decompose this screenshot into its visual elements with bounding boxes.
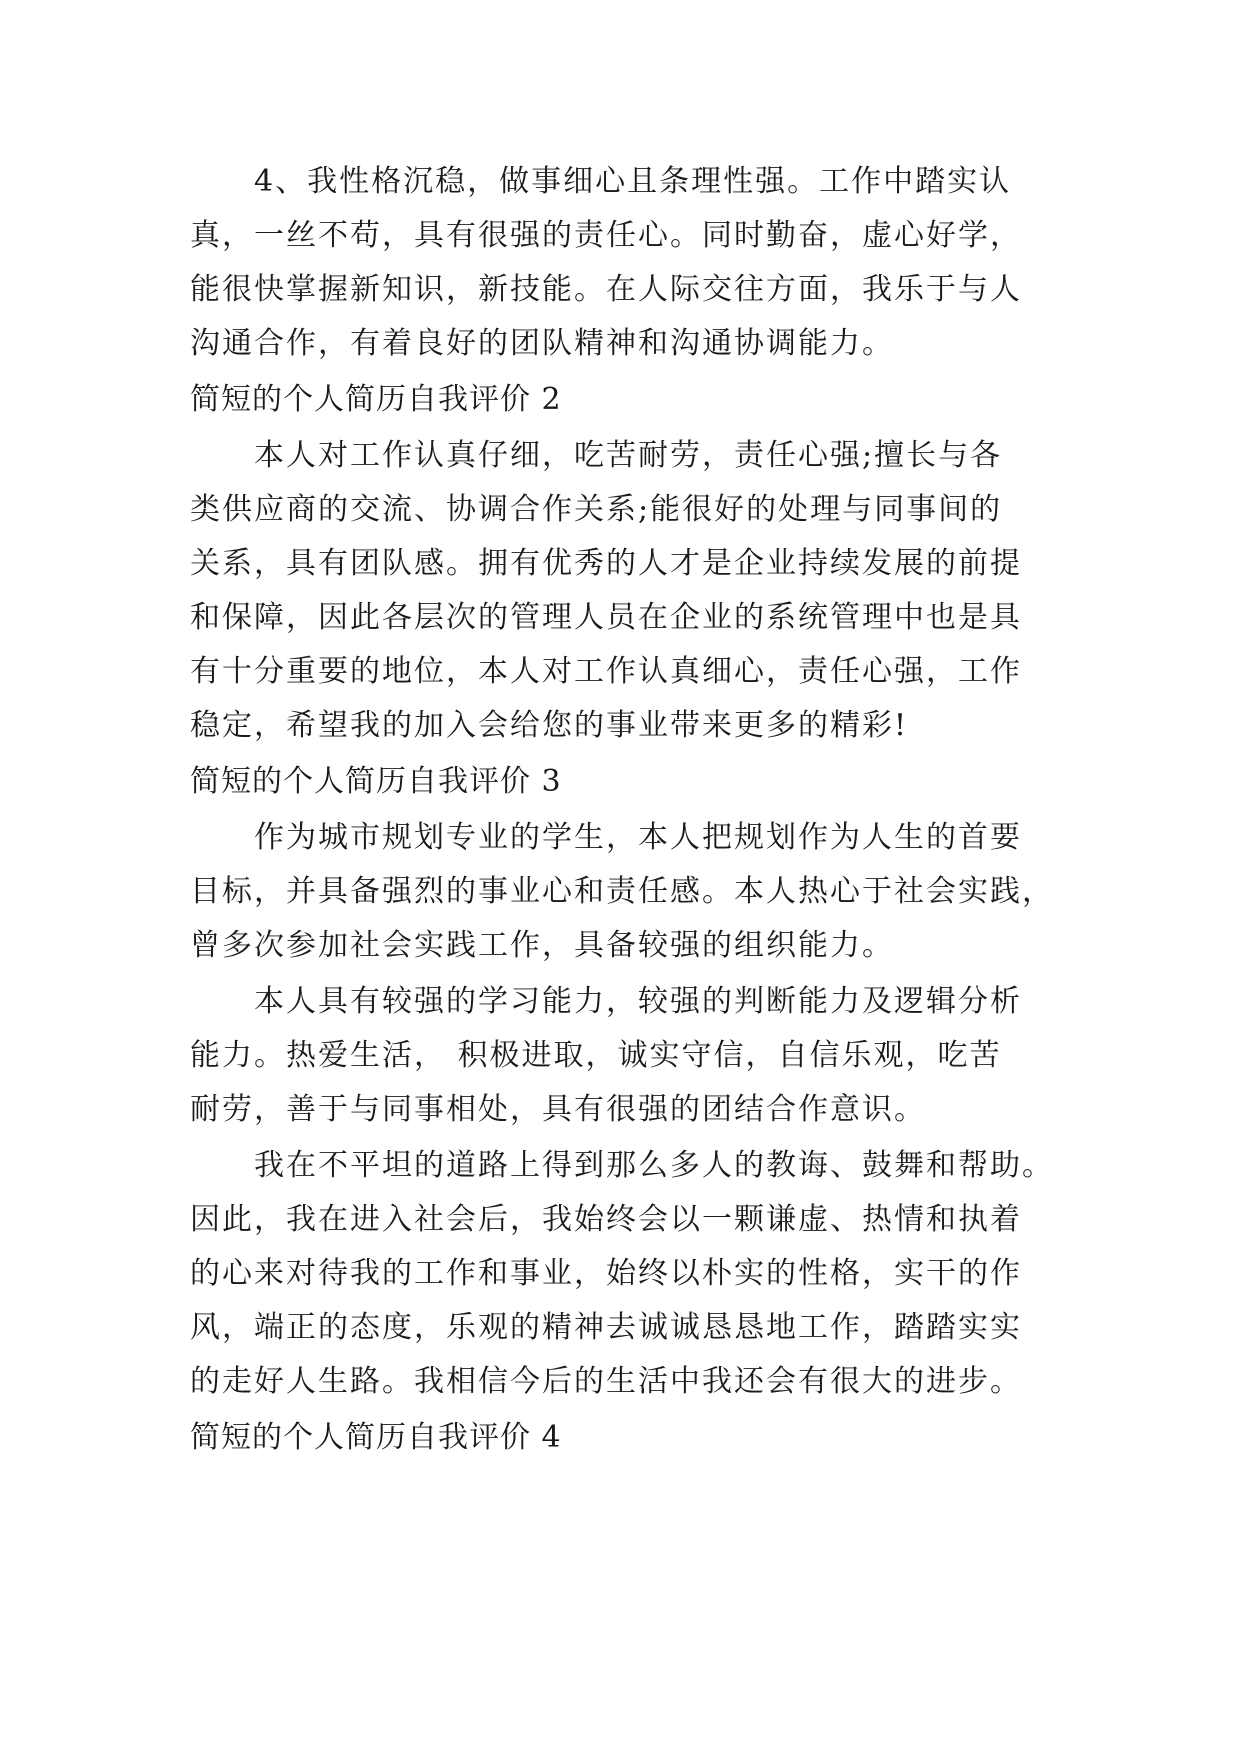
paragraph-line: 曾多次参加社会实践工作，具备较强的组织能力。 xyxy=(190,928,894,963)
paragraph-line: 的心来对待我的工作和事业，始终以朴实的性格，实干的作 xyxy=(190,1256,1022,1291)
paragraph-line: 能力。热爱生活， 积极进取，诚实守信，自信乐观，吃苦 xyxy=(190,1038,1002,1073)
paragraph-line: 作为城市规划专业的学生，本人把规划作为人生的首要 xyxy=(254,820,1022,855)
paragraph-line: 真，一丝不苟，具有很强的责任心。同时勤奋，虚心好学， xyxy=(190,218,1022,253)
paragraph-line: 关系，具有团队感。拥有优秀的人才是企业持续发展的前提 xyxy=(190,546,1022,581)
paragraph-line: 我在不平坦的道路上得到那么多人的教诲、鼓舞和帮助。 xyxy=(254,1148,1054,1183)
paragraph-line: 稳定，希望我的加入会给您的事业带来更多的精彩! xyxy=(190,708,909,743)
paragraph-line: 有十分重要的地位，本人对工作认真细心，责任心强，工作 xyxy=(190,654,1022,689)
section-heading-4: 简短的个人简历自我评价 4 xyxy=(190,1420,562,1455)
paragraph-line: 能很快掌握新知识，新技能。在人际交往方面，我乐于与人 xyxy=(190,272,1022,307)
paragraph-line: 沟通合作，有着良好的团队精神和沟通协调能力。 xyxy=(190,326,894,361)
paragraph-line: 4、我性格沉稳，做事细心且条理性强。工作中踏实认 xyxy=(254,164,1012,199)
section-heading-3: 简短的个人简历自我评价 3 xyxy=(190,764,562,799)
paragraph-line: 因此，我在进入社会后，我始终会以一颗谦虚、热情和执着 xyxy=(190,1202,1022,1237)
paragraph-line: 风，端正的态度，乐观的精神去诚诚恳恳地工作，踏踏实实 xyxy=(190,1310,1022,1345)
paragraph-line: 类供应商的交流、协调合作关系;能很好的处理与同事间的 xyxy=(190,492,1003,527)
section-heading-2: 简短的个人简历自我评价 2 xyxy=(190,382,562,417)
paragraph-line: 的走好人生路。我相信今后的生活中我还会有很大的进步。 xyxy=(190,1364,1022,1399)
paragraph-line: 本人对工作认真仔细，吃苦耐劳，责任心强;擅长与各 xyxy=(254,438,1003,473)
paragraph-line: 本人具有较强的学习能力，较强的判断能力及逻辑分析 xyxy=(254,984,1022,1019)
paragraph-line: 目标，并具备强烈的事业心和责任感。本人热心于社会实践， xyxy=(190,874,1054,909)
paragraph-line: 耐劳，善于与同事相处，具有很强的团结合作意识。 xyxy=(190,1092,926,1127)
paragraph-line: 和保障，因此各层次的管理人员在企业的系统管理中也是具 xyxy=(190,600,1022,635)
